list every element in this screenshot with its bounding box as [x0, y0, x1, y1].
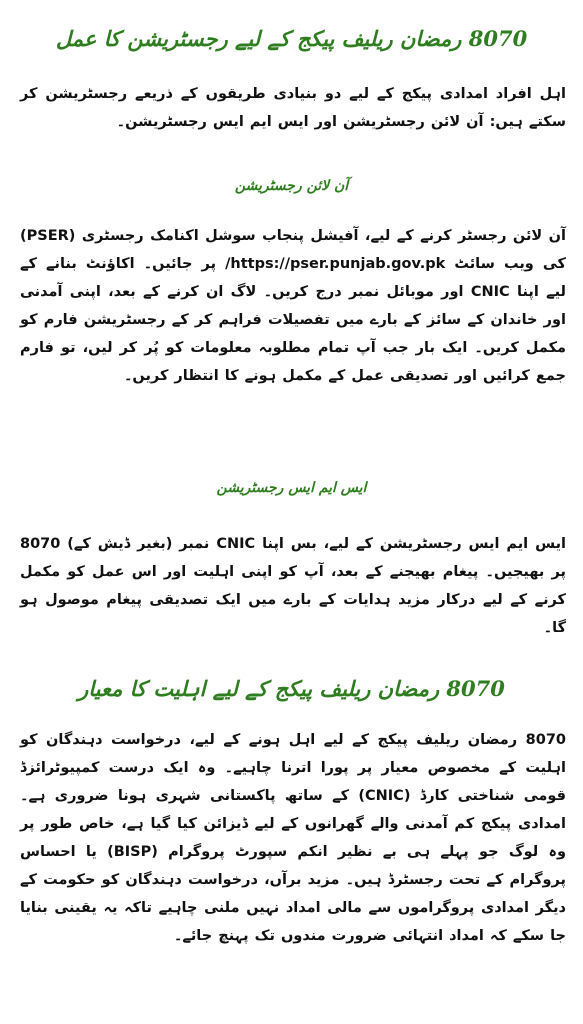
eligibility-paragraph: 8070 رمضان ریلیف پیکج کے لیے اہل ہونے کے لیے، درخواست دہندگان کو اہلیت کے مخصوص معیار پر پورا اترنا چاہیے۔ وہ ایک درست کمپیوٹرائزڈ قومی شناختی کارڈ (CNIC) کے ساتھ پاکستانی شہری ہونا ضروری ہے۔ امدادی پیکج کم آمدنی والے گھرانوں کے لیے ڈیزائن کیا گیا ہے، خاص طور پر وہ لوگ جو پہلے ہی بے نظیر انکم سپورٹ پروگرام (BISP) یا احساس پروگرام کے تحت رجسٹرڈ ہیں۔ مزید برآں، درخواست دہندگان کو حکومت کے دیگر امدادی پروگراموں سے مالی امداد نہیں ملنی چاہیے تاکہ یہ یقینی بنایا جا سکے کہ امداد انتہائی ضرورت مندوں تک پہنچ جائے۔ — [20, 732, 566, 944]
online-registration-paragraph: آن لائن رجسٹر کرنے کے لیے، آفیشل پنجاب سوشل اکنامک رجسٹری (PSER) کی ویب سائٹ https://pser.punjab.gov.pk/ پر جائیں۔ اکاؤنٹ بنانے کے لیے اپنا CNIC اور موبائل نمبر درج کریں۔ لاگ ان کرنے کے بعد، اپنی آمدنی اور خاندان کے سائز کے بارے میں تفصیلات فراہم کر کے رجسٹریشن فارم کو مکمل کریں۔ ایک بار جب آپ تمام مطلوبہ معلومات کو پُر کر لیں، تو فارم جمع کرائیں اور تصدیقی عمل کے مکمل ہونے کا انتظار کریں۔ — [20, 228, 566, 384]
eligibility-heading: 8070 رمضان ریلیف پیکج کے لیے اہلیت کا معیار — [78, 676, 505, 701]
intro-paragraph: اہل افراد امدادی پیکج کے لیے دو بنیادی طریقوں کے ذریعے رجسٹریشن کر سکتے ہیں: آن لائن رجسٹریشن اور ایس ایم ایس رجسٹریشن۔ — [20, 86, 566, 130]
sms-registration-heading: ایس ایم ایس رجسٹریشن — [216, 480, 367, 496]
page-title: 8070 رمضان ریلیف پیکج کے لیے رجسٹریشن کا عمل — [55, 26, 528, 51]
sms-registration-paragraph: ایس ایم ایس رجسٹریشن کے لیے، بس اپنا CNIC نمبر (بغیر ڈیش کے) 8070 پر بھیجیں۔ پیغام بھیجنے کے بعد، آپ کو اپنی اہلیت اور اس عمل کو مکمل کرنے کے لیے درکار مزید ہدایات کے بارے میں ایک تصدیقی پیغام موصول ہو گا۔ — [20, 536, 567, 636]
online-registration-heading: آن لائن رجسٹریشن — [234, 178, 349, 194]
